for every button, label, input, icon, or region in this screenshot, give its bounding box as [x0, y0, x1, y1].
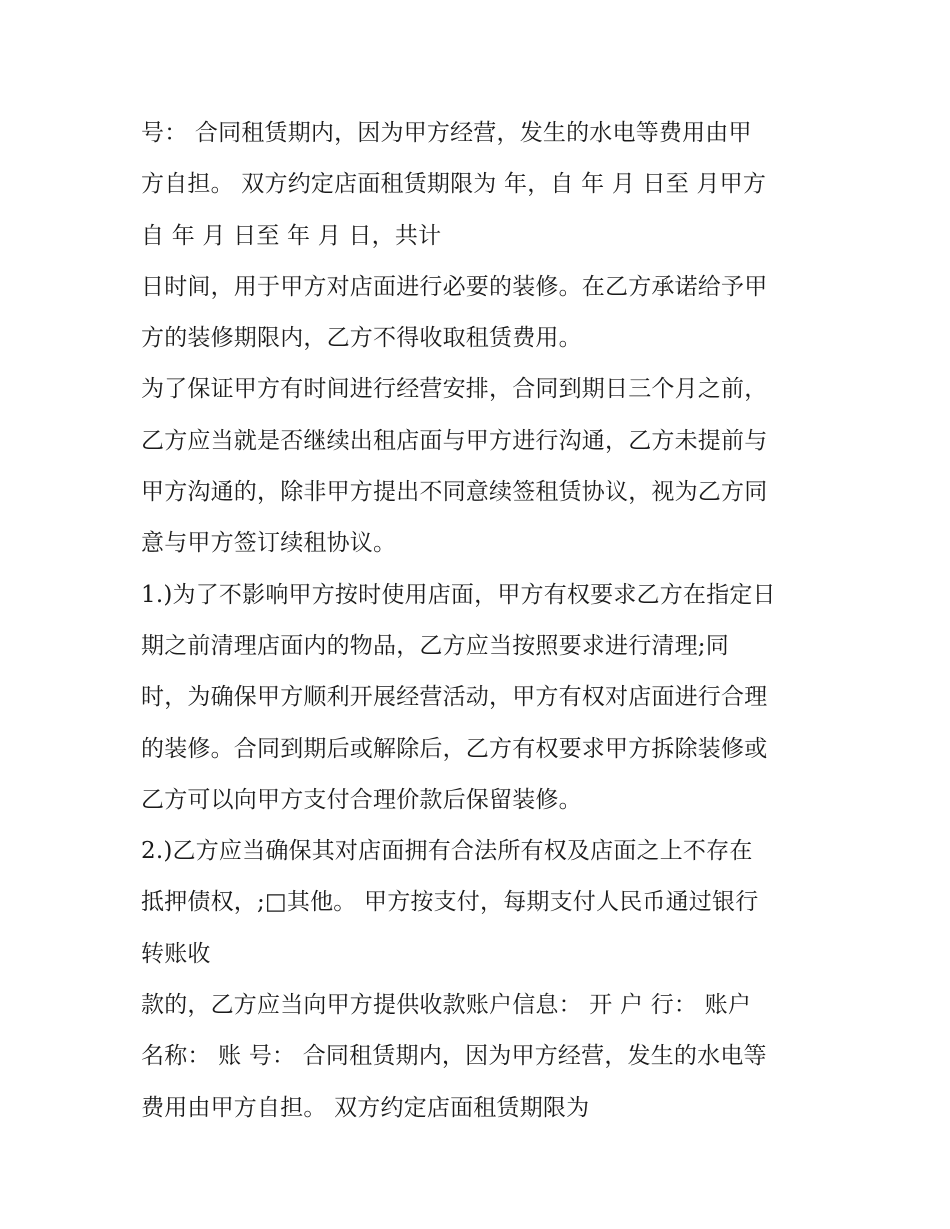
text-line: 的装修。合同到期后或解除后，乙方有权要求甲方拆除装修或: [141, 735, 768, 762]
text-line: 名称： 账 号： 合同租赁期内，因为甲方经营，发生的水电等: [141, 1043, 767, 1070]
text-line: 费用由甲方自担。 双方约定店面租赁期限为: [141, 1094, 590, 1121]
text-line: 甲方沟通的，除非甲方提出不同意续签租赁协议，视为乙方同: [141, 479, 768, 506]
contract-body-text: [141, 108, 821, 1134]
text-line: 为了保证甲方有时间进行经营安排，合同到期日三个月之前，: [141, 376, 768, 403]
text-line: 自 年 月 日至 年 月 日，共计: [141, 222, 442, 249]
text-line: 方的装修期限内，乙方不得收取租赁费用。: [141, 325, 582, 352]
text-line: 抵押债权，;□其他。 甲方按支付，每期支付人民币通过银行: [141, 889, 759, 916]
text-line: 2.)乙方应当确保其对店面拥有合法所有权及店面之上不存在: [141, 838, 753, 865]
text-line: 款的，乙方应当向甲方提供收款账户信息： 开 户 行： 账户: [141, 992, 752, 1019]
text-line: 乙方应当就是否继续出租店面与甲方进行沟通，乙方未提前与: [141, 427, 768, 454]
text-line: 乙方可以向甲方支付合理价款后保留装修。: [141, 786, 582, 813]
text-line: 方自担。 双方约定店面租赁期限为 年，自 年 月 日至 月甲方: [141, 171, 767, 198]
text-line: 转账收: [141, 940, 211, 967]
text-line: 时，为确保甲方顺利开展经营活动，甲方有权对店面进行合理: [141, 684, 768, 711]
text-line: 日时间，用于甲方对店面进行必要的装修。在乙方承诺给予甲: [141, 273, 768, 300]
text-line: 号： 合同租赁期内，因为甲方经营，发生的水电等费用由甲: [141, 120, 752, 146]
text-line: 期之前清理店面内的物品，乙方应当按照要求进行清理;同: [141, 632, 729, 659]
text-line: 1.)为了不影响甲方按时使用店面，甲方有权要求乙方在指定日: [141, 581, 776, 608]
text-line: 意与甲方签订续租协议。: [141, 530, 397, 557]
